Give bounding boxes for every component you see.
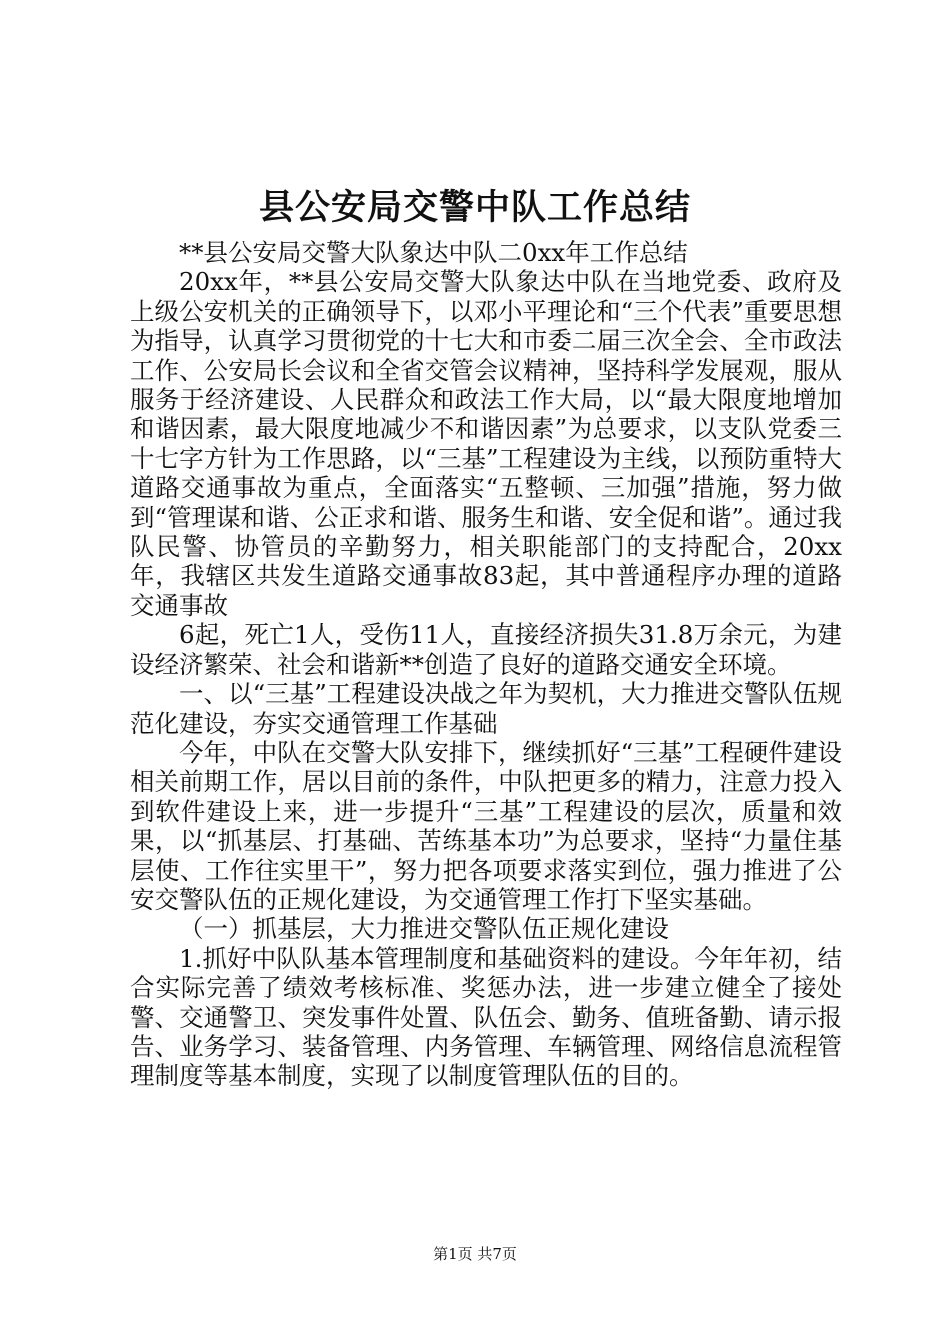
document-body	[130, 238, 842, 1091]
paragraph-item-1: 1.抓好中队队基本管理制度和基础资料的建设。今年年初，结合实际完善了绩效考核标准、奖惩办法，进一步建立健全了接处警、交通警卫、突发事件处置、队伍会、勤务、值班备勤、请示报告、业务学习、装备管理、内务管理、车辆管理、网络信息流程管理制度等基本制度，实现了以制度管理队伍的目的。	[130, 943, 842, 1091]
paragraph-section-1: 今年，中队在交警大队安排下，继续抓好“三基”工程硬件建设相关前期工作，居以目前的条件，中队把更多的精力，注意力投入到软件建设上来，进一步提升“三基”工程建设的层次，质量和效果，以“抓基层、打基础、苦练基本功”为总要求，坚持“力量住基层使、工作往实里干”，努力把各项要求落实到位，强力推进了公安交警队伍的正规化建设，为交通管理工作打下坚实基础。	[130, 737, 842, 914]
paragraph-subtitle: **县公安局交警大队象达中队二0xx年工作总结	[179, 238, 688, 267]
document-title: 县公安局交警中队工作总结	[258, 187, 691, 228]
paragraph-intro: 20xx年，**县公安局交警大队象达中队在当地党委、政府及上级公安机关的正确领导下，以邓小平理论和“三个代表”重要思想为指导，认真学习贯彻党的十七大和市委二届三次全会、全市政法工作、公安局长会议和全省交管会议精神，坚持科学发展观，服从服务于经济建设、人民群众和政法工作大局，以“最大限度地增加和谐因素，最大限度地减少不和谐因素”为总要求，以支队党委三十七字方针为工作思路，以“三基”工程建设为主线，以预防重特大道路交通事故为重点，全面落实“五整顿、三加强”措施，努力做到“管理谋和谐、公正求和谐、服务生和谐、安全促和谐”。通过我队民警、协管员的辛勤努力，相关职能部门的支持配合，20xx年，我辖区共发生道路交通事故83起，其中普通程序办理的道路交通事故	[130, 267, 842, 620]
subsection-heading-1: （一）抓基层，大力推进交警队伍正规化建设	[179, 914, 669, 944]
paragraph-statistics: 6起，死亡1人，受伤11人，直接经济损失31.8万余元，为建设经济繁荣、社会和谐新**创造了良好的道路交通安全环境。	[130, 620, 842, 679]
section-heading-1: 一、以“三基”工程建设决战之年为契机，大力推进交警队伍规范化建设，夯实交通管理工作基础	[130, 679, 842, 738]
page-number: 第1页 共7页	[433, 1245, 517, 1263]
